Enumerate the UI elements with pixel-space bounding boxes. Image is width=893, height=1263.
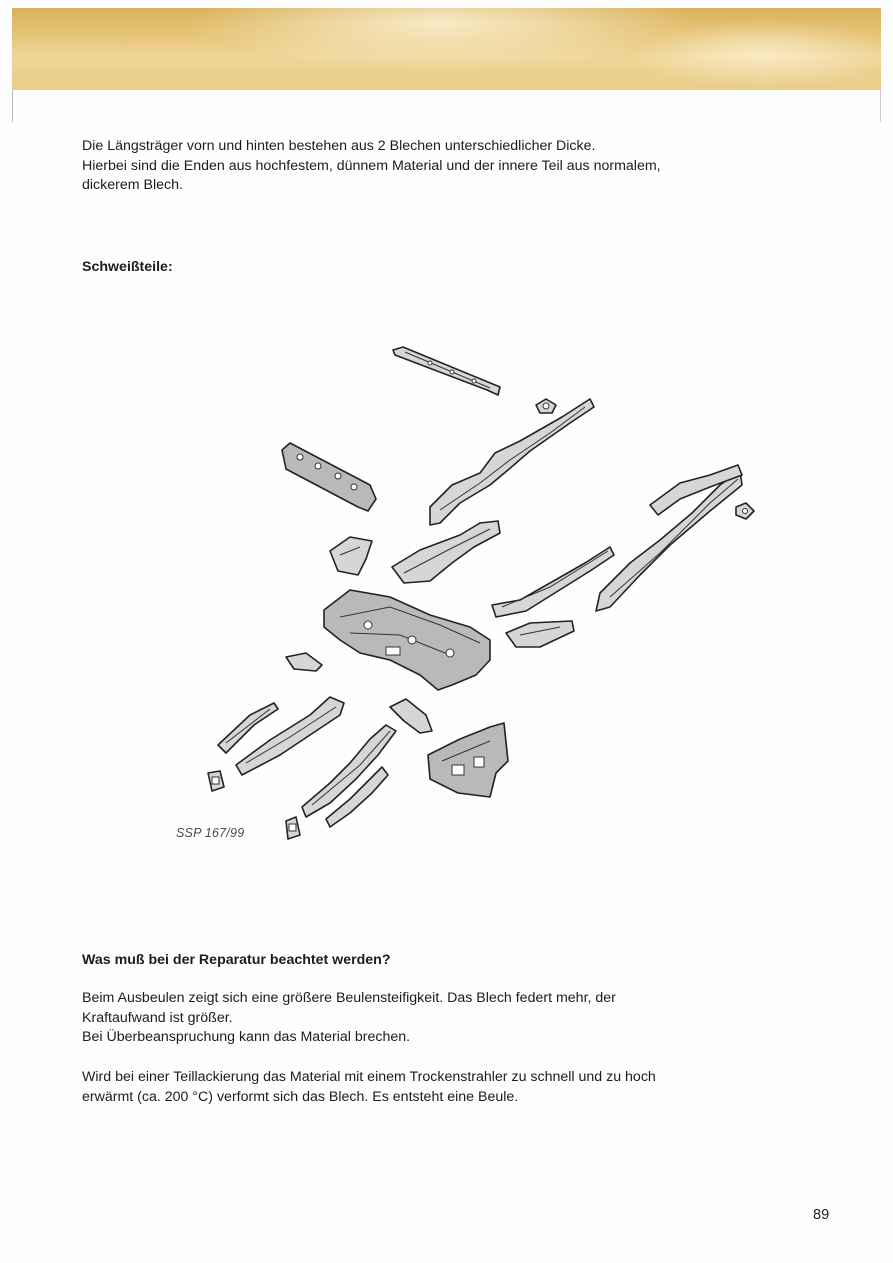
small-plate-part (736, 503, 754, 519)
paragraph-line: erwärmt (ca. 200 °C) verformt sich das Blech. Es entsteht eine Beule. (82, 1088, 519, 1105)
support-bracket-part (506, 621, 574, 647)
mounting-bracket-part (330, 537, 372, 575)
strut-part (390, 699, 432, 733)
page-edge-right (880, 90, 881, 122)
header-band (12, 8, 881, 90)
intro-line: Hierbei sind die Enden aus hochfestem, dünnem Material und der innere Teil aus normalem, (82, 157, 661, 174)
figure-label: SSP 167/99 (176, 826, 245, 840)
repair-paragraph-1 (82, 989, 822, 1048)
clip-bracket-part (286, 653, 322, 671)
small-bracket-part (536, 399, 556, 413)
intro-paragraph (82, 137, 822, 196)
rear-longitudinal-member-part (596, 465, 742, 611)
square-plate-part (286, 817, 300, 839)
floor-panel-part (324, 590, 490, 690)
page-edge-left (12, 90, 13, 122)
front-rail-part (392, 521, 500, 583)
paragraph-line: Wird bei einer Teillackierung das Material mit einem Trockenstrahler zu schnell und zu hoch (82, 1069, 656, 1085)
longitudinal-member-part (430, 399, 594, 525)
intro-line: Die Längsträger vorn und hinten bestehen aus 2 Blechen unterschiedlicher Dicke. (82, 138, 596, 154)
paragraph-line: Kraftaufwand ist größer. (82, 1009, 233, 1026)
intro-line: dickerem Blech. (82, 177, 183, 193)
paragraph-line: Bei Überbeanspruchung kann das Material brechen. (82, 1029, 411, 1045)
cross-member-part (282, 443, 376, 511)
section-heading-welded-parts: Schweißteile: (82, 259, 173, 275)
roof-cross-member-part (393, 347, 500, 395)
side-member-part (492, 547, 614, 617)
square-plate-part (208, 771, 224, 791)
paragraph-line: Beim Ausbeulen zeigt sich eine größere Beulensteifigkeit. Das Blech federt mehr, der (82, 990, 616, 1006)
front-inner-rail-part (236, 697, 344, 775)
section-heading-repair: Was muß bei der Reparatur beachtet werden? (82, 952, 391, 968)
repair-paragraph-2 (82, 1068, 822, 1107)
page-number: 89 (813, 1207, 830, 1223)
wheelhouse-panel-part (428, 723, 508, 797)
welded-parts-illustration (190, 335, 770, 855)
